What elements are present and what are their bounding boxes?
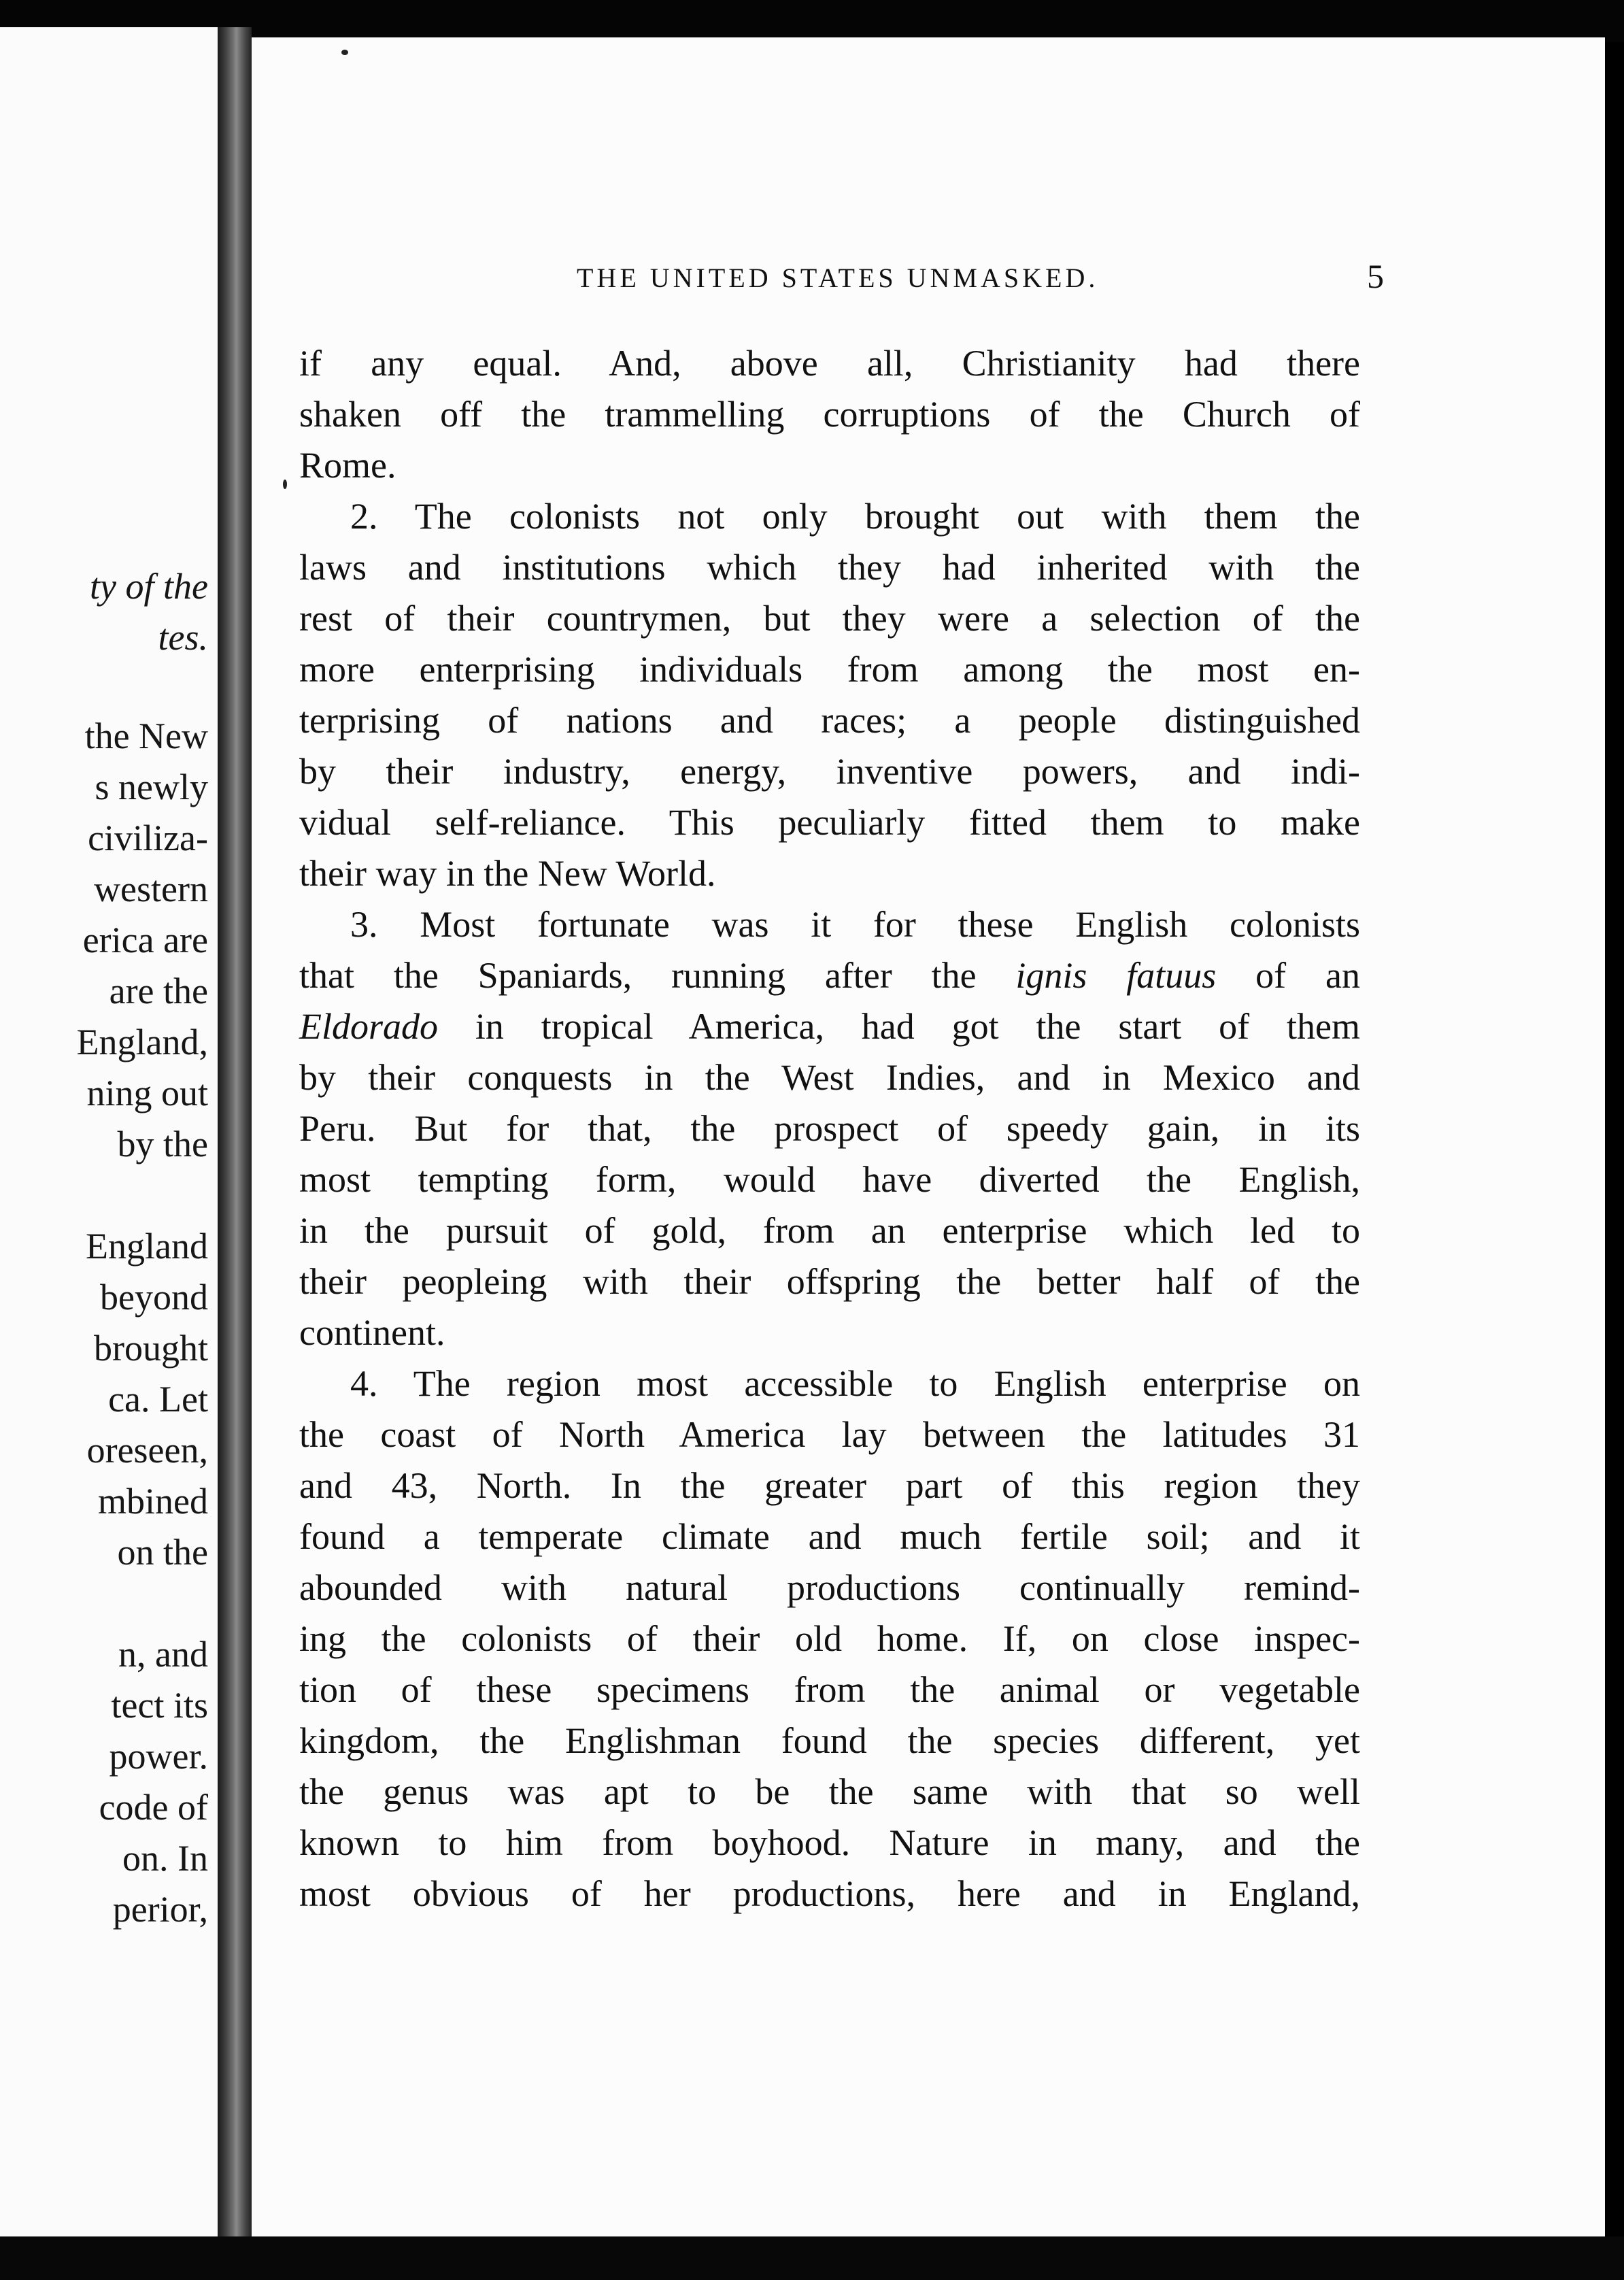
text-line: vidual self-reliance. This peculiarly fitted them to make: [299, 802, 1360, 843]
text-line: their way in the New World.: [299, 853, 716, 894]
left-fragment-line: mbined: [98, 1481, 208, 1522]
book-gutter-shadow: [218, 27, 252, 2236]
italic-phrase: ignis fatuus: [1015, 955, 1217, 996]
left-fragment-line: erica are: [82, 920, 208, 960]
text-line: their peopleing with their offspring the better half of the: [299, 1261, 1360, 1302]
left-facing-page: [0, 27, 218, 2236]
left-fragment-line: perior,: [112, 1889, 208, 1930]
text-run: of an: [1216, 955, 1360, 996]
text-line: 4. The region most accessible to English enterprise on: [350, 1363, 1360, 1404]
text-line: kingdom, the Englishman found the species different, yet: [299, 1720, 1360, 1761]
text-line: known to him from boyhood. Nature in many, and the: [299, 1822, 1360, 1863]
left-fragment-line: tect its: [111, 1685, 208, 1726]
running-head-title: THE UNITED STATES UNMASKED.: [577, 263, 1099, 293]
right-page: [252, 37, 1605, 2238]
left-fragment-line: on. In: [122, 1838, 208, 1879]
scan-speck: [341, 50, 348, 55]
italic-phrase: Eldorado: [299, 1006, 439, 1047]
left-fragment-line: civiliza-: [88, 818, 208, 858]
text-run: in tropical America, had got the start of them: [438, 1006, 1360, 1047]
text-line: by their industry, energy, inventive powers, and indi-: [299, 751, 1360, 792]
left-fragment-line: power.: [109, 1736, 208, 1777]
body-text: [299, 338, 1360, 1919]
text-line: more enterprising individuals from among the most en-: [299, 649, 1360, 690]
left-fragment-line: s newly: [95, 767, 208, 807]
running-head: [252, 256, 1605, 297]
left-fragment-line: oreseen,: [86, 1430, 208, 1471]
page-number: 5: [1367, 257, 1387, 295]
text-line: most tempting form, would have diverted the English,: [299, 1159, 1360, 1200]
left-fragment-line: n, and: [118, 1634, 208, 1675]
text-line: in the pursuit of gold, from an enterprise which led to: [299, 1210, 1360, 1251]
left-fragment-line: England,: [76, 1022, 208, 1062]
left-fragment-line: western: [94, 869, 208, 909]
left-fragment-line: beyond: [100, 1277, 208, 1318]
text-line: ing the colonists of their old home. If, on close inspec-: [299, 1618, 1360, 1659]
text-line: Rome.: [299, 445, 396, 486]
text-line: tion of these specimens from the animal or vegetable: [299, 1669, 1360, 1710]
text-line: 3. Most fortunate was it for these English colonists: [350, 904, 1360, 945]
left-fragment-line: ty of the: [90, 566, 208, 607]
text-line: 2. The colonists not only brought out with them the: [350, 496, 1360, 537]
text-line: Peru. But for that, the prospect of speedy gain, in its: [299, 1108, 1360, 1149]
left-fragment-line: ning out: [86, 1073, 208, 1113]
text-line: the genus was apt to be the same with that so well: [299, 1771, 1360, 1812]
left-fragment-line: on the: [117, 1532, 208, 1573]
scan-speck: [283, 480, 287, 489]
left-fragment-line: tes.: [158, 617, 208, 658]
left-fragment-line: England: [86, 1226, 208, 1267]
scan-bottom-border: [0, 2236, 1624, 2280]
text-line: [299, 1001, 1360, 1052]
left-fragment-line: by the: [117, 1124, 208, 1164]
text-line: and 43, North. In the greater part of this region they: [299, 1465, 1360, 1506]
text-line: [299, 950, 1360, 1001]
text-line: abounded with natural productions continually remind-: [299, 1567, 1360, 1608]
text-line: laws and institutions which they had inherited with the: [299, 547, 1360, 588]
text-line: continent.: [299, 1312, 445, 1353]
left-fragment-line: ca. Let: [108, 1379, 208, 1420]
text-line: the coast of North America lay between the latitudes 31: [299, 1414, 1360, 1455]
left-fragment-line: the New: [84, 716, 208, 756]
left-fragment-line: brought: [94, 1328, 208, 1369]
text-line: by their conquests in the West Indies, and in Mexico and: [299, 1057, 1360, 1098]
left-fragment-line: are the: [109, 971, 208, 1011]
text-line: shaken off the trammelling corruptions of the Church of: [299, 394, 1360, 435]
text-line: if any equal. And, above all, Christianity had there: [299, 343, 1360, 384]
text-run: that the Spaniards, running after the: [299, 955, 1016, 996]
text-line: found a temperate climate and much fertile soil; and it: [299, 1516, 1360, 1557]
text-line: most obvious of her productions, here and in England,: [299, 1873, 1360, 1914]
text-line: terprising of nations and races; a people distinguished: [299, 700, 1360, 741]
text-line: rest of their countrymen, but they were a selection of the: [299, 598, 1360, 639]
left-fragment-line: code of: [99, 1787, 208, 1828]
